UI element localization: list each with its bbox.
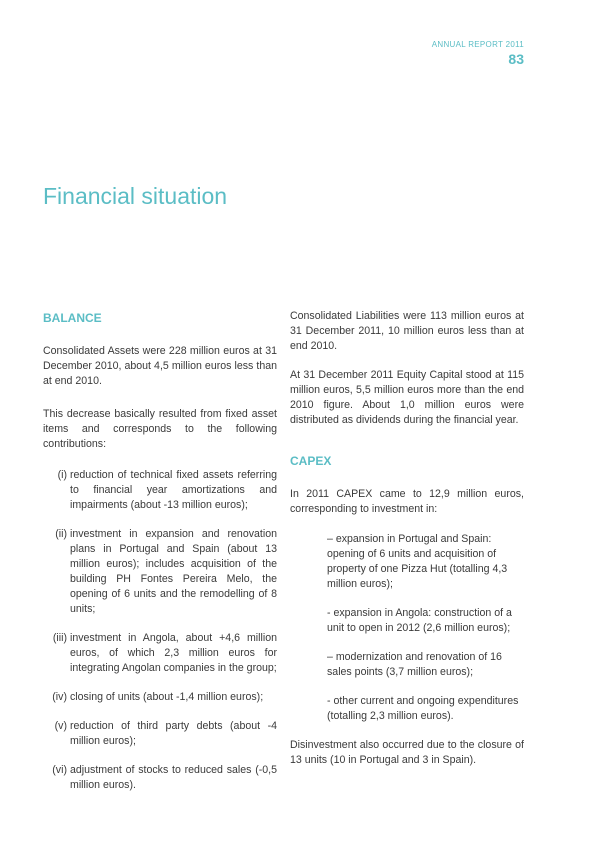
capex-heading: CAPEX xyxy=(290,454,332,468)
list-item: – modernization and renovation of 16 sales points (3,7 million euros); xyxy=(327,651,502,678)
list-item-text: closing of units (about -1,4 million euros); xyxy=(70,691,264,703)
balance-paragraph-1: Consolidated Assets were 228 million euros at 31 December 2010, about 4,5 million euros less than at end 2010. xyxy=(43,345,277,387)
list-item-number: (vi) xyxy=(52,764,67,776)
liabilities-paragraph: Consolidated Liabilities were 113 million euros at 31 December 2011, 10 million euros less than at end 2010. xyxy=(290,310,524,352)
capex-intro: In 2011 CAPEX came to 12,9 million euros, corresponding to investment in: xyxy=(290,488,524,515)
list-item: – expansion in Portugal and Spain: opening of 6 units and acquisition of property of one Pizza Hut (totalling 4,3 million euros); xyxy=(327,533,508,590)
page-number: 83 xyxy=(508,51,524,67)
right-column xyxy=(290,309,524,768)
report-title: ANNUAL REPORT 2011 xyxy=(431,40,524,49)
list-item-text: reduction of technical fixed assets referring to financial year amortizations and impairments (about -13 million euros); xyxy=(70,469,277,511)
list-item-number: (v) xyxy=(54,720,67,732)
list-item xyxy=(43,527,277,617)
balance-contributions-list xyxy=(43,468,277,793)
list-item: - other current and ongoing expenditures (totalling 2,3 million euros). xyxy=(327,695,519,722)
list-item xyxy=(43,468,277,513)
list-item-number: (iii) xyxy=(52,632,67,644)
left-column xyxy=(43,311,277,807)
list-item-text: investment in expansion and renovation plans in Portugal and Spain (about 13 million euros); includes acquisition of the building PH Fontes Pereira Melo, the opening of 6 units and the remodelling of 8 units; xyxy=(70,528,277,615)
equity-paragraph: At 31 December 2011 Equity Capital stood at 115 million euros, 5,5 million euros more than the end 2010 figure. About 1,0 million euros were distributed as dividends during the financial year. xyxy=(290,369,524,426)
balance-heading: BALANCE xyxy=(43,311,102,325)
list-item xyxy=(43,690,277,705)
list-item-number: (iv) xyxy=(52,691,67,703)
list-item xyxy=(43,719,277,749)
list-item-number: (i) xyxy=(57,469,67,481)
disinvestment-paragraph: Disinvestment also occurred due to the closure of 13 units (10 in Portugal and 3 in Spain). xyxy=(290,739,524,766)
list-item: - expansion in Angola: construction of a unit to open in 2012 (2,6 million euros); xyxy=(327,607,512,634)
list-item-text: investment in Angola, about +4,6 million euros, of which 2,3 million euros for integrating Angolan companies in the group; xyxy=(70,632,277,674)
balance-paragraph-2: This decrease basically resulted from fixed asset items and corresponds to the following contributions: xyxy=(43,408,277,450)
list-item xyxy=(43,763,277,793)
capex-investment-list xyxy=(327,532,524,724)
list-item-text: adjustment of stocks to reduced sales (-0,5 million euros). xyxy=(70,764,277,791)
list-item-text: reduction of third party debts (about -4 million euros); xyxy=(70,720,277,747)
list-item xyxy=(43,631,277,676)
page-title: Financial situation xyxy=(43,183,228,209)
page-header xyxy=(432,40,524,67)
list-item-number: (ii) xyxy=(55,528,67,540)
